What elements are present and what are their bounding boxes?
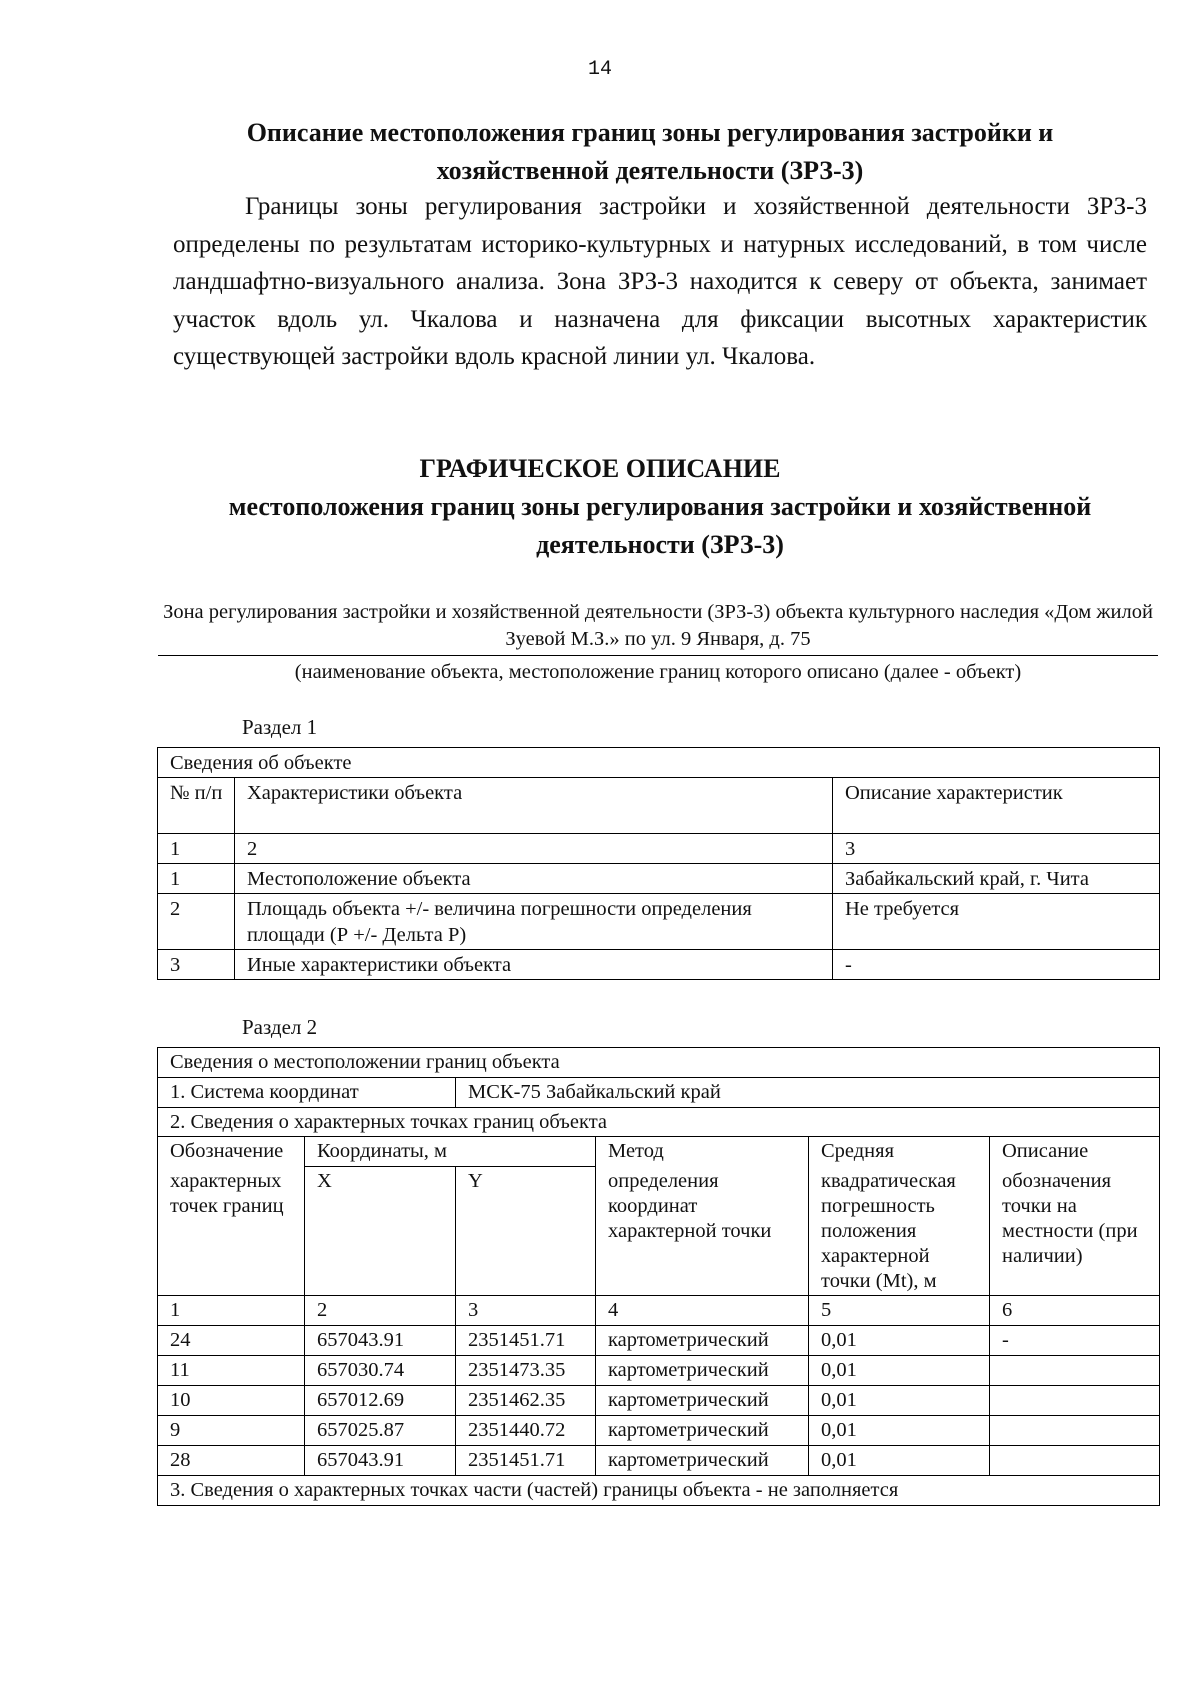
- point-x: 657025.87: [305, 1415, 456, 1445]
- row-number: 3: [158, 950, 235, 980]
- row-value: Не требуется: [833, 894, 1160, 950]
- section2-label: Раздел 2: [242, 1015, 318, 1039]
- point-method: картометрический: [596, 1355, 809, 1385]
- row-characteristic: Местоположение объекта: [235, 864, 833, 894]
- point-id: 24: [158, 1325, 305, 1355]
- point-id: 28: [158, 1445, 305, 1475]
- page-number: 14: [587, 58, 612, 81]
- table-row: [158, 1355, 1160, 1385]
- point-error: 0,01: [809, 1355, 990, 1385]
- point-error: 0,01: [809, 1385, 990, 1415]
- graphic-heading: ГРАФИЧЕСКОЕ ОПИСАНИЕ: [419, 454, 781, 483]
- header-point-description-cont: обозначения точки на местности (при наличии): [990, 1167, 1160, 1296]
- point-error: 0,01: [809, 1325, 990, 1355]
- header-characteristics: Характеристики объекта: [235, 778, 833, 834]
- row-number: 2: [158, 894, 235, 950]
- header-mean-error: Средняя: [809, 1137, 990, 1167]
- coord-system-value: МСК-75 Забайкальский край: [456, 1078, 1160, 1108]
- object-info-title: Сведения об объекте: [158, 748, 1160, 778]
- header-y: Y: [456, 1167, 596, 1296]
- header-mean-error-cont: квадратическая погрешность положения характерной точки (Mt), м: [809, 1167, 990, 1296]
- point-x: 657043.91: [305, 1445, 456, 1475]
- numbering-cell: 1: [158, 834, 235, 864]
- point-y: 2351462.35: [456, 1385, 596, 1415]
- section-title: Описание местоположения границ зоны регулирования застройки и хозяйственной деятельности (ЗРЗ-3): [246, 118, 1054, 185]
- point-description: [990, 1415, 1160, 1445]
- numbering-cell: 2: [305, 1295, 456, 1325]
- object-name-underline: [158, 655, 1158, 656]
- point-id: 9: [158, 1415, 305, 1445]
- table-row: [158, 864, 1160, 894]
- numbering-cell: 4: [596, 1295, 809, 1325]
- coord-system-label: 1. Система координат: [158, 1078, 456, 1108]
- point-description: [990, 1445, 1160, 1475]
- point-method: картометрический: [596, 1415, 809, 1445]
- header-description: Описание характеристик: [833, 778, 1160, 834]
- table-row: [158, 950, 1160, 980]
- header-number: № п/п: [158, 778, 235, 834]
- table-row: [158, 1385, 1160, 1415]
- header-point-description: Описание: [990, 1137, 1160, 1167]
- row-characteristic: Площадь объекта +/- величина погрешности определения площади (Р +/- Дельта Р): [235, 894, 833, 950]
- point-y: 2351451.71: [456, 1325, 596, 1355]
- point-y: 2351451.71: [456, 1445, 596, 1475]
- point-method: картометрический: [596, 1445, 809, 1475]
- table-row: [158, 894, 1160, 950]
- point-method: картометрический: [596, 1385, 809, 1415]
- point-x: 657030.74: [305, 1355, 456, 1385]
- point-y: 2351440.72: [456, 1415, 596, 1445]
- table-row: [158, 1445, 1160, 1475]
- point-description: [990, 1385, 1160, 1415]
- row-value: Забайкальский край, г. Чита: [833, 864, 1160, 894]
- object-info-table: [157, 747, 1160, 980]
- object-name: Зона регулирования застройки и хозяйственной деятельности (ЗРЗ-3) объекта культурного наследия «Дом жилой Зуевой М.З.» по ул. 9 Января, д. 75: [163, 601, 1153, 650]
- row-value: -: [833, 950, 1160, 980]
- section1-label: Раздел 1: [242, 715, 318, 739]
- point-id: 11: [158, 1355, 305, 1385]
- row-characteristic: Иные характеристики объекта: [235, 950, 833, 980]
- boundary-table-title: Сведения о местоположении границ объекта: [158, 1048, 1160, 1078]
- header-point-designation: Обозначение: [158, 1137, 305, 1167]
- header-coordinates: Координаты, м: [305, 1137, 596, 1167]
- boundary-points-table: [157, 1047, 1160, 1506]
- numbering-cell: 2: [235, 834, 833, 864]
- numbering-cell: 6: [990, 1295, 1160, 1325]
- point-error: 0,01: [809, 1415, 990, 1445]
- header-point-designation-cont: характерных точек границ: [158, 1167, 305, 1296]
- point-error: 0,01: [809, 1445, 990, 1475]
- header-method: Метод: [596, 1137, 809, 1167]
- header-method-cont: определения координат характерной точки: [596, 1167, 809, 1296]
- point-description: [990, 1355, 1160, 1385]
- row-number: 1: [158, 864, 235, 894]
- header-x: X: [305, 1167, 456, 1296]
- table-row: [158, 1415, 1160, 1445]
- numbering-cell: 1: [158, 1295, 305, 1325]
- object-name-caption: (наименование объекта, местоположение границ которого описано (далее - объект): [294, 661, 1022, 683]
- point-x: 657012.69: [305, 1385, 456, 1415]
- graphic-subheading: местоположения границ зоны регулирования застройки и хозяйственной деятельности (ЗРЗ-3): [228, 492, 1092, 559]
- table-row: [158, 1325, 1160, 1355]
- numbering-cell: 3: [833, 834, 1160, 864]
- point-id: 10: [158, 1385, 305, 1415]
- points-section-title: 2. Сведения о характерных точках границ объекта: [158, 1108, 1160, 1137]
- parts-note: 3. Сведения о характерных точках части (частей) границы объекта - не заполняется: [158, 1475, 1160, 1505]
- point-y: 2351473.35: [456, 1355, 596, 1385]
- point-method: картометрический: [596, 1325, 809, 1355]
- numbering-cell: 5: [809, 1295, 990, 1325]
- intro-paragraph: Границы зоны регулирования застройки и хозяйственной деятельности ЗРЗ-3 определены по результатам историко-культурных и натурных исследований, в том числе ландшафтно-визуального анализа. Зона ЗРЗ-3 находится к северу от объекта, занимает участок вдоль ул. Чкалова и назначена для фиксации высотных характеристик существующей застройки вдоль красной линии ул. Чкалова.: [173, 193, 1147, 370]
- point-x: 657043.91: [305, 1325, 456, 1355]
- numbering-cell: 3: [456, 1295, 596, 1325]
- point-description: -: [990, 1325, 1160, 1355]
